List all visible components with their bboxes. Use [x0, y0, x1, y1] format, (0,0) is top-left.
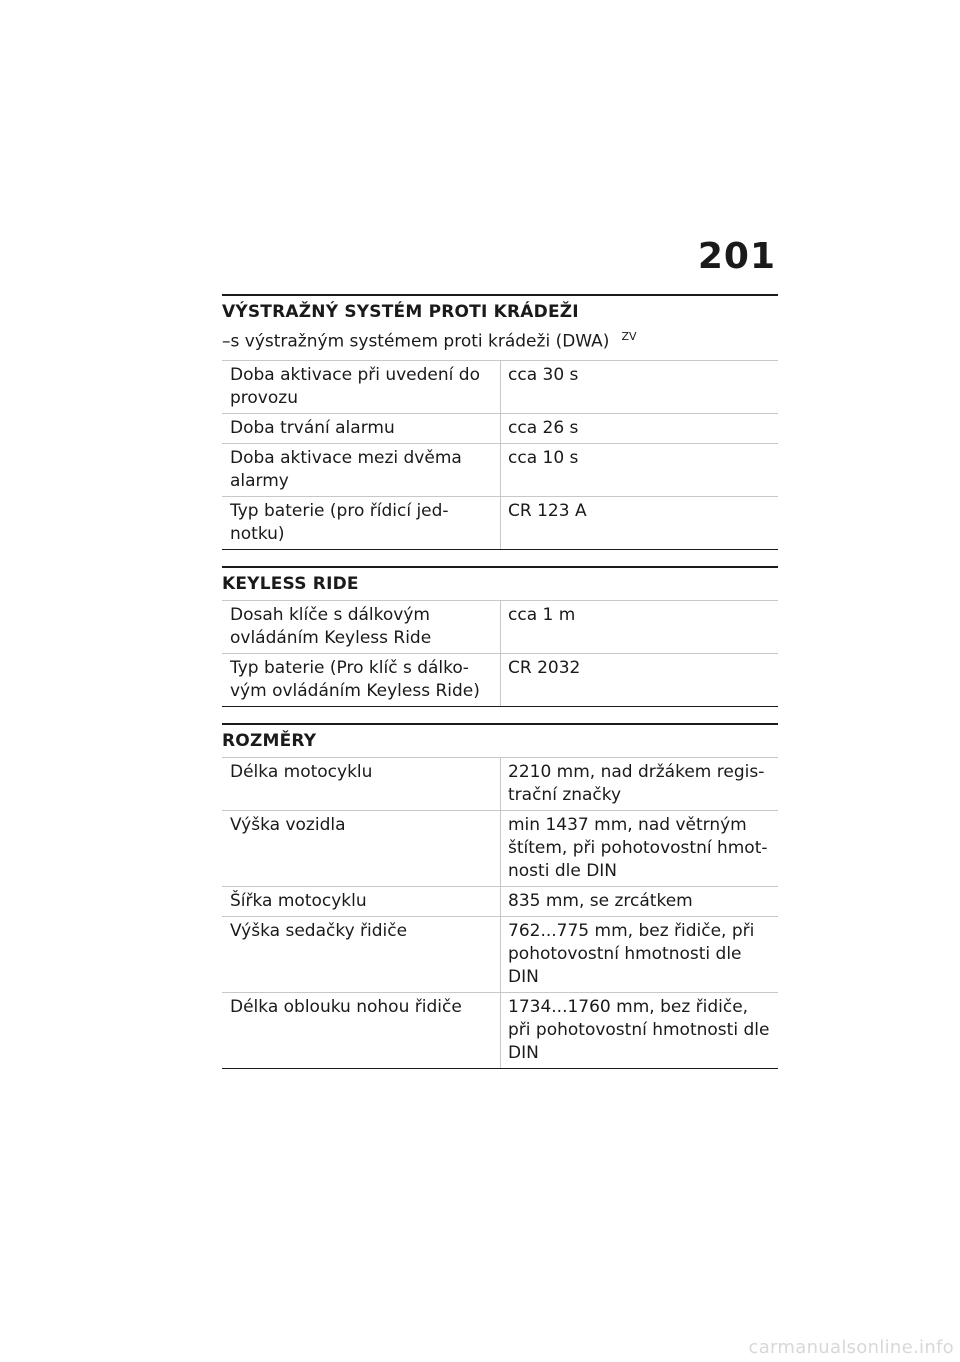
spec-label: Výška vozidla — [222, 810, 501, 886]
spec-value: cca 1 m — [501, 600, 779, 653]
table-row — [222, 886, 778, 916]
page-number: 201 — [697, 236, 776, 277]
table-row — [222, 810, 778, 886]
table-row — [222, 757, 778, 810]
spec-label: Šířka motocyklu — [222, 886, 501, 916]
spec-label: Dosah klíče s dálkovým ovládáním Keyless Ride — [222, 600, 501, 653]
table-row — [222, 496, 778, 549]
section-subtitle — [222, 328, 778, 360]
spec-label: Délka oblouku nohou řidiče — [222, 992, 501, 1068]
spec-label: Délka motocyklu — [222, 757, 501, 810]
spec-value: CR 2032 — [501, 653, 779, 706]
table-row — [222, 992, 778, 1068]
spec-value: 762...775 mm, bez řidiče, při pohotovostní hmotnosti dle DIN — [501, 916, 779, 992]
spec-label: Doba trvání alarmu — [222, 413, 501, 443]
spec-label: Typ baterie (pro řídicí jednotku) — [222, 496, 501, 549]
spec-value: cca 30 s — [501, 360, 779, 413]
spec-value: 835 mm, se zrcátkem — [501, 886, 779, 916]
spec-value: CR 123 A — [501, 496, 779, 549]
spec-value: cca 26 s — [501, 413, 779, 443]
table-row — [222, 916, 778, 992]
spec-value: 2210 mm, nad držákem registrační značky — [501, 757, 779, 810]
spec-table — [222, 600, 778, 707]
section-anti-theft — [222, 294, 778, 550]
spec-value: min 1437 mm, nad větrným štítem, při pohotovostní hmotnosti dle DIN — [501, 810, 779, 886]
spec-label: Doba aktivace mezi dvěma alarmy — [222, 443, 501, 496]
spec-label: Typ baterie (Pro klíč s dálkovým ovládáním Keyless Ride) — [222, 653, 501, 706]
spec-label: Výška sedačky řidiče — [222, 916, 501, 992]
table-row — [222, 653, 778, 706]
spec-value: 1734...1760 mm, bez řidiče, při pohotovostní hmotnosti dle DIN — [501, 992, 779, 1068]
table-row — [222, 600, 778, 653]
section-title: KEYLESS RIDE — [222, 573, 359, 594]
section-keyless-ride — [222, 566, 778, 707]
watermark-text: carmanualsonline.info — [748, 1337, 954, 1358]
table-row — [222, 413, 778, 443]
subtitle-text: –s výstražným systémem proti krádeži (DWA) — [222, 331, 610, 352]
spec-label: Doba aktivace při uvedení do provozu — [222, 360, 501, 413]
section-title: ROZMĚRY — [222, 730, 317, 751]
table-row — [222, 443, 778, 496]
optional-equipment-badge: ZV — [621, 330, 637, 343]
spec-value: cca 10 s — [501, 443, 779, 496]
table-row — [222, 360, 778, 413]
spec-table — [222, 360, 778, 550]
section-title: VÝSTRAŽNÝ SYSTÉM PROTI KRÁDEŽI — [222, 302, 579, 322]
section-dimensions — [222, 723, 778, 1069]
spec-table — [222, 757, 778, 1069]
document-content — [222, 294, 778, 1069]
